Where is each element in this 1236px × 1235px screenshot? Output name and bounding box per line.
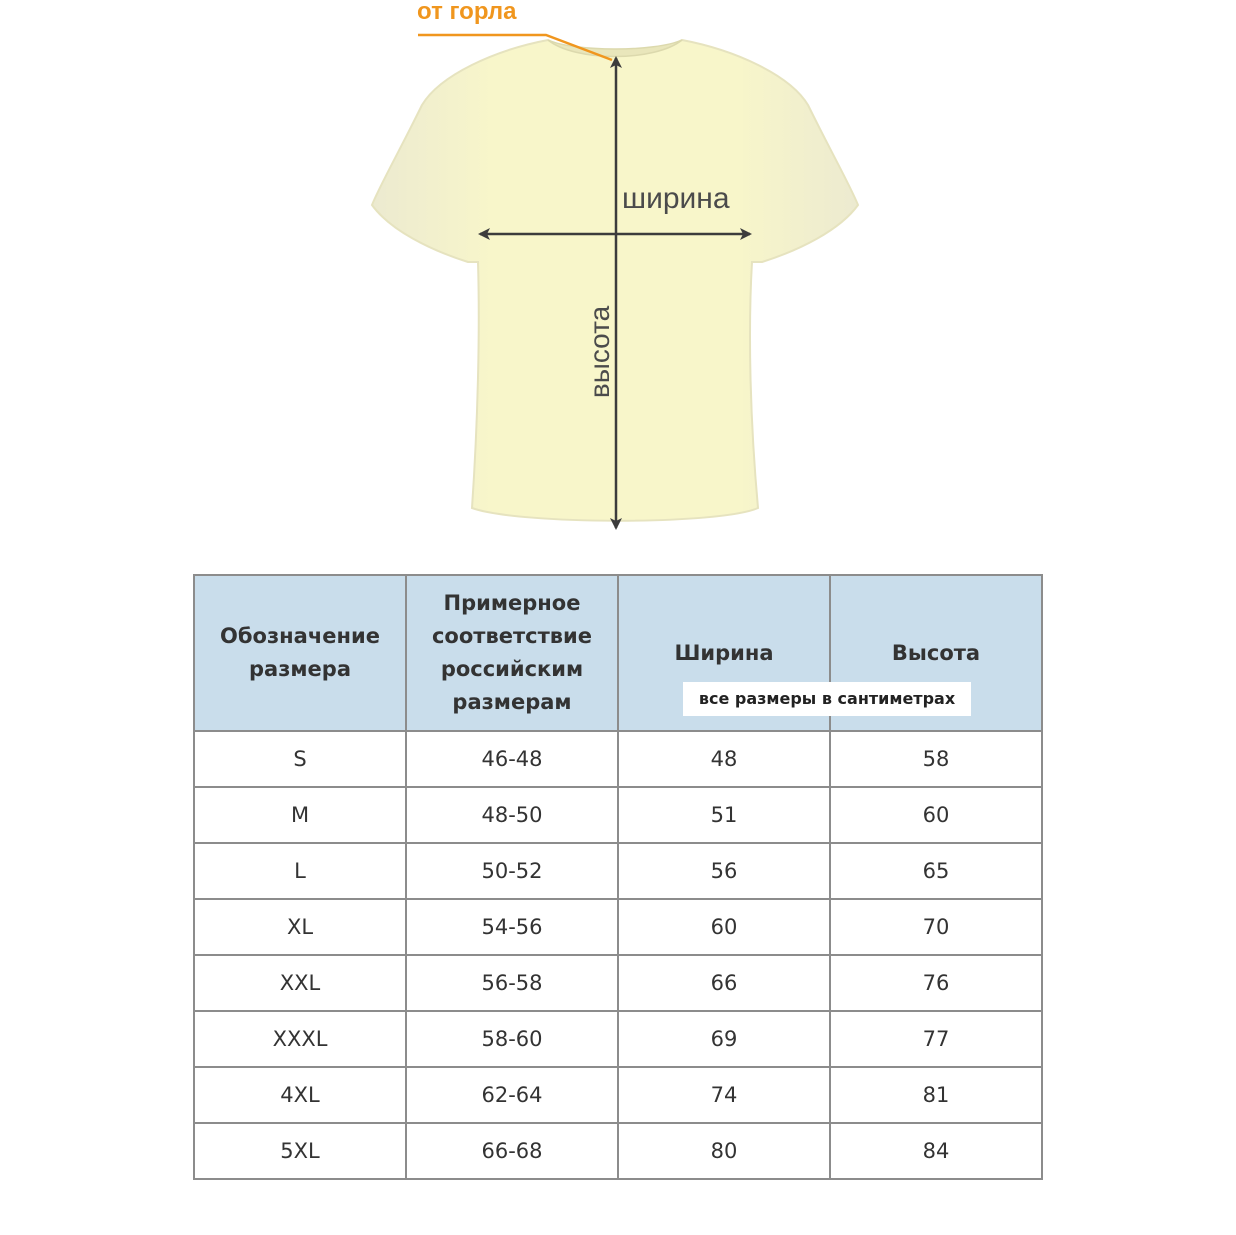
cell-size: M <box>194 787 406 843</box>
cell-height: 81 <box>830 1067 1042 1123</box>
cell-height: 70 <box>830 899 1042 955</box>
table-row <box>194 843 1042 899</box>
header-russian-size: Примерное соответствие российским размерам <box>406 575 618 731</box>
cell-width: 48 <box>618 731 830 787</box>
cell-size: XL <box>194 899 406 955</box>
cell-width: 66 <box>618 955 830 1011</box>
cell-height: 77 <box>830 1011 1042 1067</box>
cell-size: 4XL <box>194 1067 406 1123</box>
size-chart-table <box>193 574 1043 1180</box>
neck-label: от горла <box>417 0 517 25</box>
table-row <box>194 899 1042 955</box>
table-row <box>194 1123 1042 1179</box>
tshirt-illustration <box>0 0 1236 560</box>
table-row <box>194 1011 1042 1067</box>
cell-size: 5XL <box>194 1123 406 1179</box>
cell-height: 58 <box>830 731 1042 787</box>
cell-size: L <box>194 843 406 899</box>
cell-russian-size: 66-68 <box>406 1123 618 1179</box>
tshirt-diagram <box>0 0 1236 560</box>
cell-russian-size: 58-60 <box>406 1011 618 1067</box>
cell-width: 60 <box>618 899 830 955</box>
cell-width: 74 <box>618 1067 830 1123</box>
cell-russian-size: 56-58 <box>406 955 618 1011</box>
header-size-designation: Обозначение размера <box>194 575 406 731</box>
units-note: все размеры в сантиметрах <box>683 682 971 716</box>
cell-size: XXXL <box>194 1011 406 1067</box>
cell-height: 60 <box>830 787 1042 843</box>
cell-russian-size: 54-56 <box>406 899 618 955</box>
header-width: Ширина <box>618 575 830 731</box>
cell-height: 84 <box>830 1123 1042 1179</box>
cell-russian-size: 50-52 <box>406 843 618 899</box>
cell-size: S <box>194 731 406 787</box>
cell-width: 80 <box>618 1123 830 1179</box>
table-row <box>194 787 1042 843</box>
table-row <box>194 955 1042 1011</box>
cell-russian-size: 48-50 <box>406 787 618 843</box>
cell-size: XXL <box>194 955 406 1011</box>
cell-russian-size: 46-48 <box>406 731 618 787</box>
cell-width: 56 <box>618 843 830 899</box>
header-height: Высота <box>830 575 1042 731</box>
cell-width: 69 <box>618 1011 830 1067</box>
cell-height: 65 <box>830 843 1042 899</box>
table-row <box>194 1067 1042 1123</box>
width-label: ширина <box>622 182 730 215</box>
table-row <box>194 731 1042 787</box>
cell-width: 51 <box>618 787 830 843</box>
cell-russian-size: 62-64 <box>406 1067 618 1123</box>
height-label: высота <box>584 305 615 399</box>
table-body <box>194 731 1042 1179</box>
cell-height: 76 <box>830 955 1042 1011</box>
